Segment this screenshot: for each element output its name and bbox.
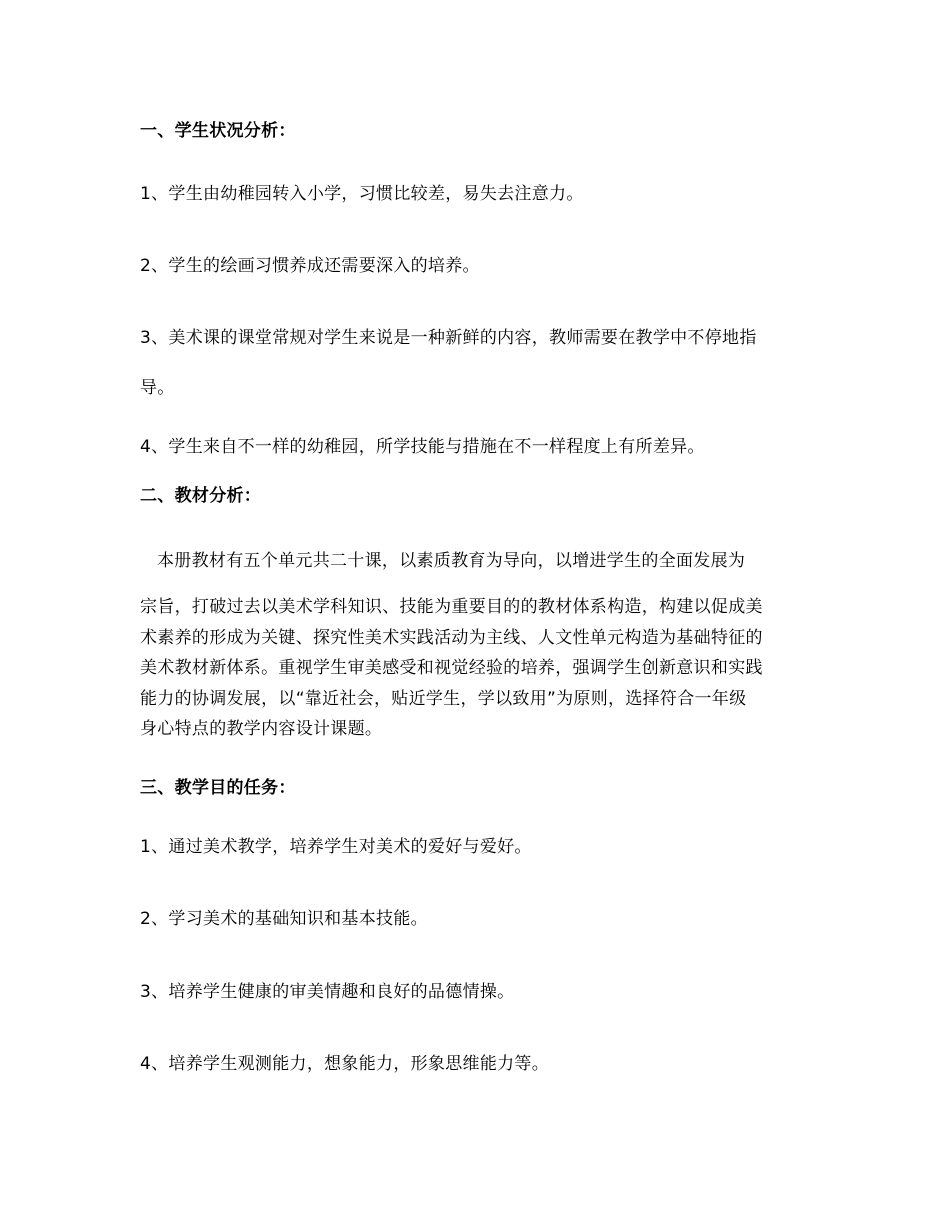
teaching-goal-item-2: 2、学习美术的基础知识和基本技能。 [140,909,428,929]
section-heading-teaching-goals: 三、教学目的任务： [140,778,296,798]
section-heading-textbook-analysis: 二、教材分析： [140,486,262,506]
paragraph-line: 术素养的形成为关键、探究性美术实践活动为主线、人文性单元构造为基础特征的 [140,627,763,648]
student-analysis-item-1: 1、学生由幼稚园转入小学，习惯比较差，易失去注意力。 [140,184,584,204]
paragraph-line: 能力的协调发展，以“靠近社会，贴近学生，学以致用”为原则，选择符合一年级 [140,688,747,709]
paragraph-line: 宗旨，打破过去以美术学科知识、技能为重要目的的教材体系构造，构建以促成美 [140,597,763,617]
paragraph-line: 美术教材新体系。重视学生审美感受和视觉经验的培养，强调学生创新意识和实践 [140,658,763,678]
student-analysis-item-3: 3、美术课的课堂常规对学生来说是一种新鲜的内容，教师需要在教学中不停地指 [140,328,757,348]
teaching-goal-item-3: 3、培养学生健康的审美情趣和良好的品德情操。 [140,982,515,1002]
paragraph-line: 身心特点的教学内容设计课题。 [140,719,383,739]
student-analysis-item-2: 2、学生的绘画习惯养成还需要深入的培养。 [140,256,480,276]
section-heading-student-analysis: 一、学生状况分析： [140,121,296,141]
textbook-analysis-paragraph-body [140,592,820,745]
teaching-goal-item-4: 4、培养学生观测能力，想象能力，形象思维能力等。 [140,1054,550,1074]
student-analysis-item-3-continued: 导。 [140,378,175,398]
teaching-goal-item-1: 1、通过美术教学，培养学生对美术的爱好与爱好。 [140,837,532,857]
paragraph-line: 本册教材有五个单元共二十课，以素质教育为导向，以增进学生的全面发展为 [157,551,746,571]
textbook-analysis-paragraph [140,543,820,579]
student-analysis-item-4: 4、学生来自不一样的幼稚园，所学技能与措施在不一样程度上有所差异。 [140,437,705,457]
